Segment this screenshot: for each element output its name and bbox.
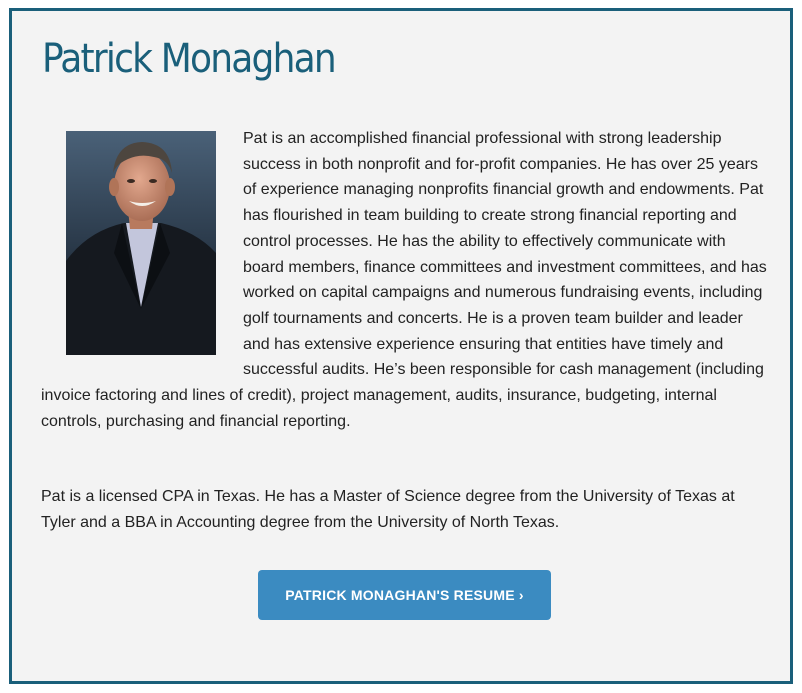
education-text: Pat is a licensed CPA in Texas. He has a Master of Science degree from the University of Texas at Tyler and a BBA in Accounting degree from the University of North Texas. (41, 488, 735, 531)
profile-card (9, 8, 793, 684)
page-title: Patrick Monaghan (42, 36, 335, 82)
resume-button[interactable]: PATRICK MONAGHAN'S RESUME › (258, 570, 551, 620)
bio-text: Pat is an accomplished financial professional with strong leadership success in both nonprofit and for-profit companies. He has over 25 years of experience managing nonprofits financial growth and endowments. Pat has flourished in team building to create strong financial reporting and control processes. He has the ability to effectively communicate with board members, finance committees and investment committees, and has worked on capital campaigns and numerous fundraising events, including golf tournaments and concerts. He is a proven team builder and leader and has extensive experience ensuring that entities have timely and successful audits. He’s been responsible for cash management (including invoice factoring and lines of credit), project management, audits, insurance, budgeting, internal controls, purchasing and financial reporting. (41, 130, 767, 430)
